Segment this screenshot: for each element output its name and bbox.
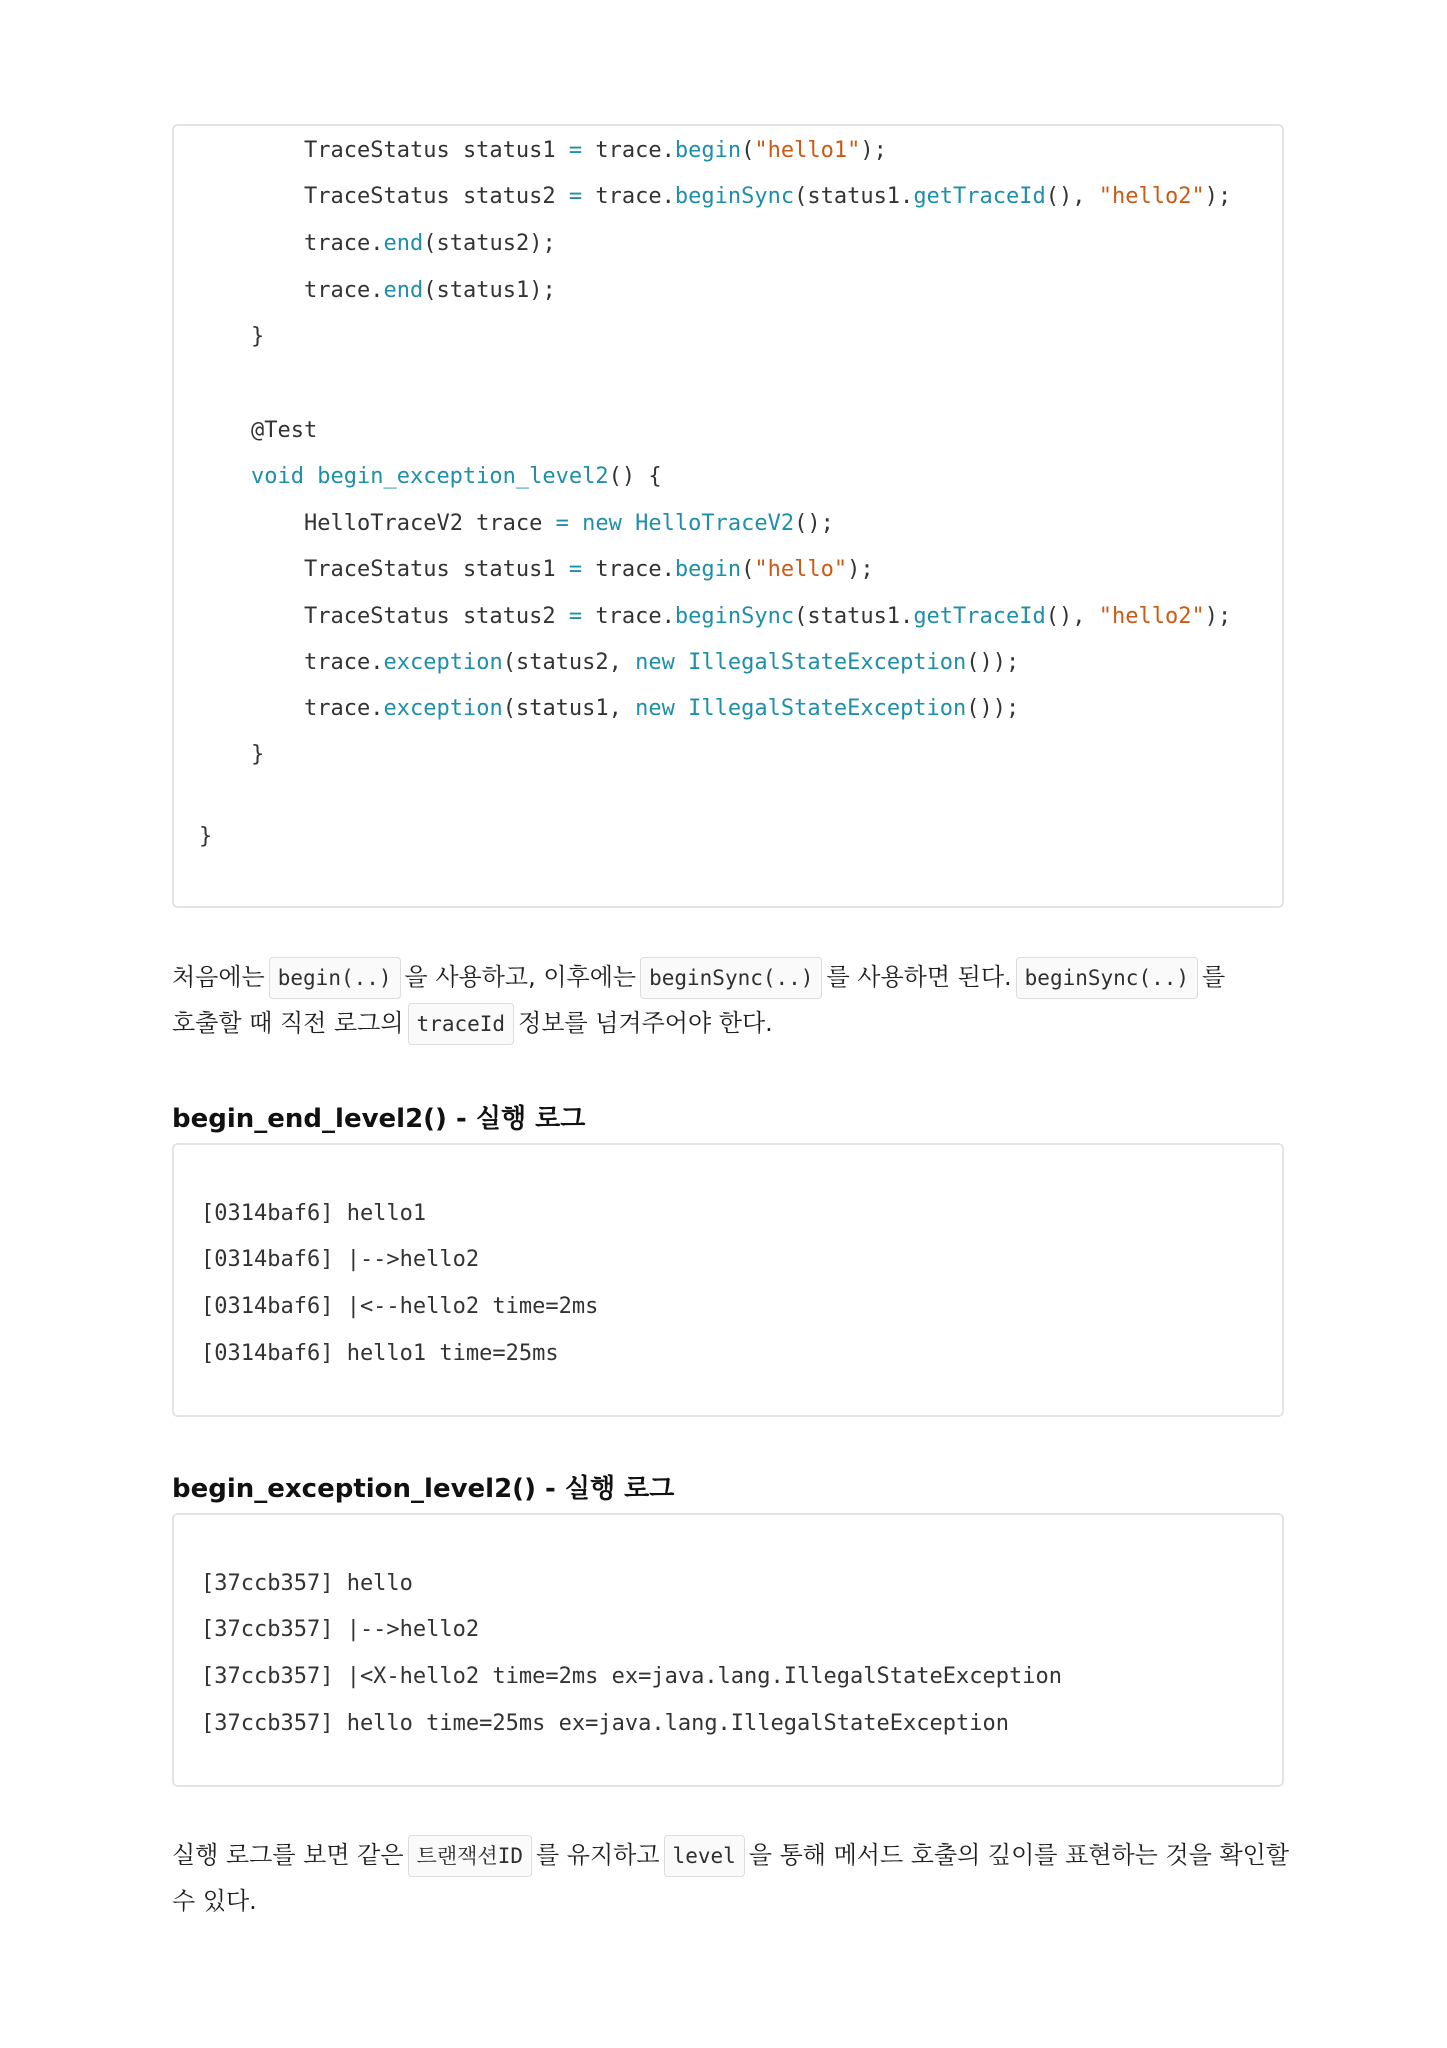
section-heading: begin_end_level2() - 실행 로그 (172, 1104, 586, 1134)
code-line (304, 649, 1019, 677)
paragraph-2-line-1 (172, 1832, 1289, 1878)
log-line: [0314baf6] hello1 (201, 1201, 427, 1226)
paragraph-text: 를 사용하면 된다. (826, 963, 1012, 991)
code-line (304, 603, 1231, 631)
log-block-2 (172, 1513, 1284, 1787)
code-token: "hello1" (754, 138, 861, 163)
code-token: void (251, 464, 318, 489)
inline-code: 트랜잭션ID (408, 1835, 532, 1877)
log-line: [37ccb357] |-->hello2 (201, 1617, 480, 1642)
code-token: begin (674, 138, 742, 163)
code-token: = (568, 557, 583, 582)
code-token: "hello2" (1098, 184, 1205, 209)
paragraph-text: 을 통해 메서드 호출의 깊이를 표현하는 것을 확인할 (748, 1841, 1290, 1869)
code-token (569, 511, 582, 536)
code-token: (status1); (423, 278, 556, 303)
paragraph-text: 을 사용하고, 이후에는 (404, 963, 637, 991)
section-heading: begin_exception_level2() - 실행 로그 (172, 1474, 675, 1504)
code-token: getTraceId (913, 604, 1046, 629)
paragraph-1-line-2 (172, 1000, 773, 1046)
code-token: ( (741, 138, 755, 163)
inline-code: begin(..) (269, 957, 401, 999)
code-line (304, 183, 1231, 211)
code-token: new (635, 696, 689, 721)
code-token: trace. (582, 138, 675, 163)
paragraph-2-line-2: 수 있다. (172, 1887, 257, 1915)
code-token: HelloTraceV2 trace (304, 511, 556, 536)
code-token: trace. (304, 650, 384, 675)
code-token: TraceStatus status1 (304, 138, 569, 163)
code-line (304, 230, 556, 258)
code-token: new (635, 650, 689, 675)
code-token: (status1. (794, 604, 914, 629)
paragraph-text: 호출할 때 직전 로그의 (172, 1009, 404, 1037)
code-token: (status1, (502, 696, 636, 721)
code-token: beginSync (674, 184, 795, 209)
code-token: = (568, 184, 583, 209)
code-token: @Test (251, 418, 318, 443)
code-token: ); (1204, 604, 1232, 629)
code-token: (), (1045, 604, 1099, 629)
code-token: = (568, 138, 583, 163)
log-line: [37ccb357] hello (201, 1571, 413, 1596)
log-line: [37ccb357] hello time=25ms ex=java.lang.IllegalStateException (201, 1711, 1009, 1736)
inline-code: beginSync(..) (640, 957, 822, 999)
code-token: "hello" (754, 557, 848, 582)
code-token: = (555, 511, 569, 536)
code-line (304, 556, 874, 584)
paragraph-text: 를 유지하고 (535, 1841, 660, 1869)
inline-code: beginSync(..) (1016, 957, 1198, 999)
code-token: (); (794, 511, 834, 536)
code-token: } (199, 824, 213, 849)
code-token: ( (741, 557, 755, 582)
code-line (304, 510, 834, 538)
code-token: trace. (304, 231, 384, 256)
code-token: ); (860, 138, 887, 163)
code-line (199, 823, 212, 851)
code-token: ()); (966, 696, 1020, 721)
code-token: (status1. (794, 184, 914, 209)
code-token: ); (1204, 184, 1232, 209)
code-token: trace. (304, 696, 384, 721)
code-line (251, 417, 317, 445)
code-token: } (251, 324, 265, 349)
log-line: [37ccb357] |<X-hello2 time=2ms ex=java.lang.IllegalStateException (201, 1664, 1062, 1689)
code-token: (), (1045, 184, 1099, 209)
code-line (304, 277, 556, 305)
code-token: = (568, 604, 583, 629)
log-block-1 (172, 1143, 1284, 1417)
code-token: HelloTraceV2 (635, 511, 795, 536)
code-token: getTraceId (913, 184, 1046, 209)
code-token: trace. (304, 278, 384, 303)
paragraph-text: 처음에는 (172, 963, 265, 991)
code-line (251, 463, 662, 491)
code-token: exception (383, 650, 503, 675)
log-line: [0314baf6] hello1 time=25ms (201, 1341, 559, 1366)
inline-code: traceId (408, 1003, 515, 1045)
code-token: trace. (582, 557, 675, 582)
code-token: end (383, 231, 424, 256)
code-token: } (251, 742, 265, 767)
paragraph-1-line-1 (172, 954, 1225, 1000)
code-token: begin_exception_level2 (317, 464, 609, 489)
code-block-1 (172, 124, 1284, 908)
code-token: end (383, 278, 424, 303)
code-token: trace. (582, 604, 675, 629)
code-token: ); (847, 557, 874, 582)
paragraph-text: 정보를 넘겨주어야 한다. (518, 1009, 773, 1037)
inline-code: level (664, 1835, 745, 1877)
code-token: () { (608, 464, 662, 489)
code-line (304, 695, 1019, 723)
code-line (251, 741, 264, 769)
code-token: exception (383, 696, 503, 721)
code-token: beginSync (674, 604, 795, 629)
code-line (304, 137, 887, 165)
code-token: begin (674, 557, 742, 582)
code-token: IllegalStateException (688, 696, 967, 721)
code-token: new (582, 511, 636, 536)
paragraph-text: 실행 로그를 보면 같은 (172, 1841, 404, 1869)
code-token: TraceStatus status2 (304, 604, 569, 629)
code-token: trace. (582, 184, 675, 209)
code-line (251, 323, 264, 351)
code-token: (status2, (502, 650, 636, 675)
code-token: IllegalStateException (688, 650, 967, 675)
log-line: [0314baf6] |<--hello2 time=2ms (201, 1294, 599, 1319)
code-token: (status2); (423, 231, 556, 256)
code-token: TraceStatus status2 (304, 184, 569, 209)
code-token: TraceStatus status1 (304, 557, 569, 582)
log-line: [0314baf6] |-->hello2 (201, 1247, 480, 1272)
paragraph-text: 를 (1202, 963, 1226, 991)
code-token: ()); (966, 650, 1020, 675)
code-token: "hello2" (1098, 604, 1205, 629)
